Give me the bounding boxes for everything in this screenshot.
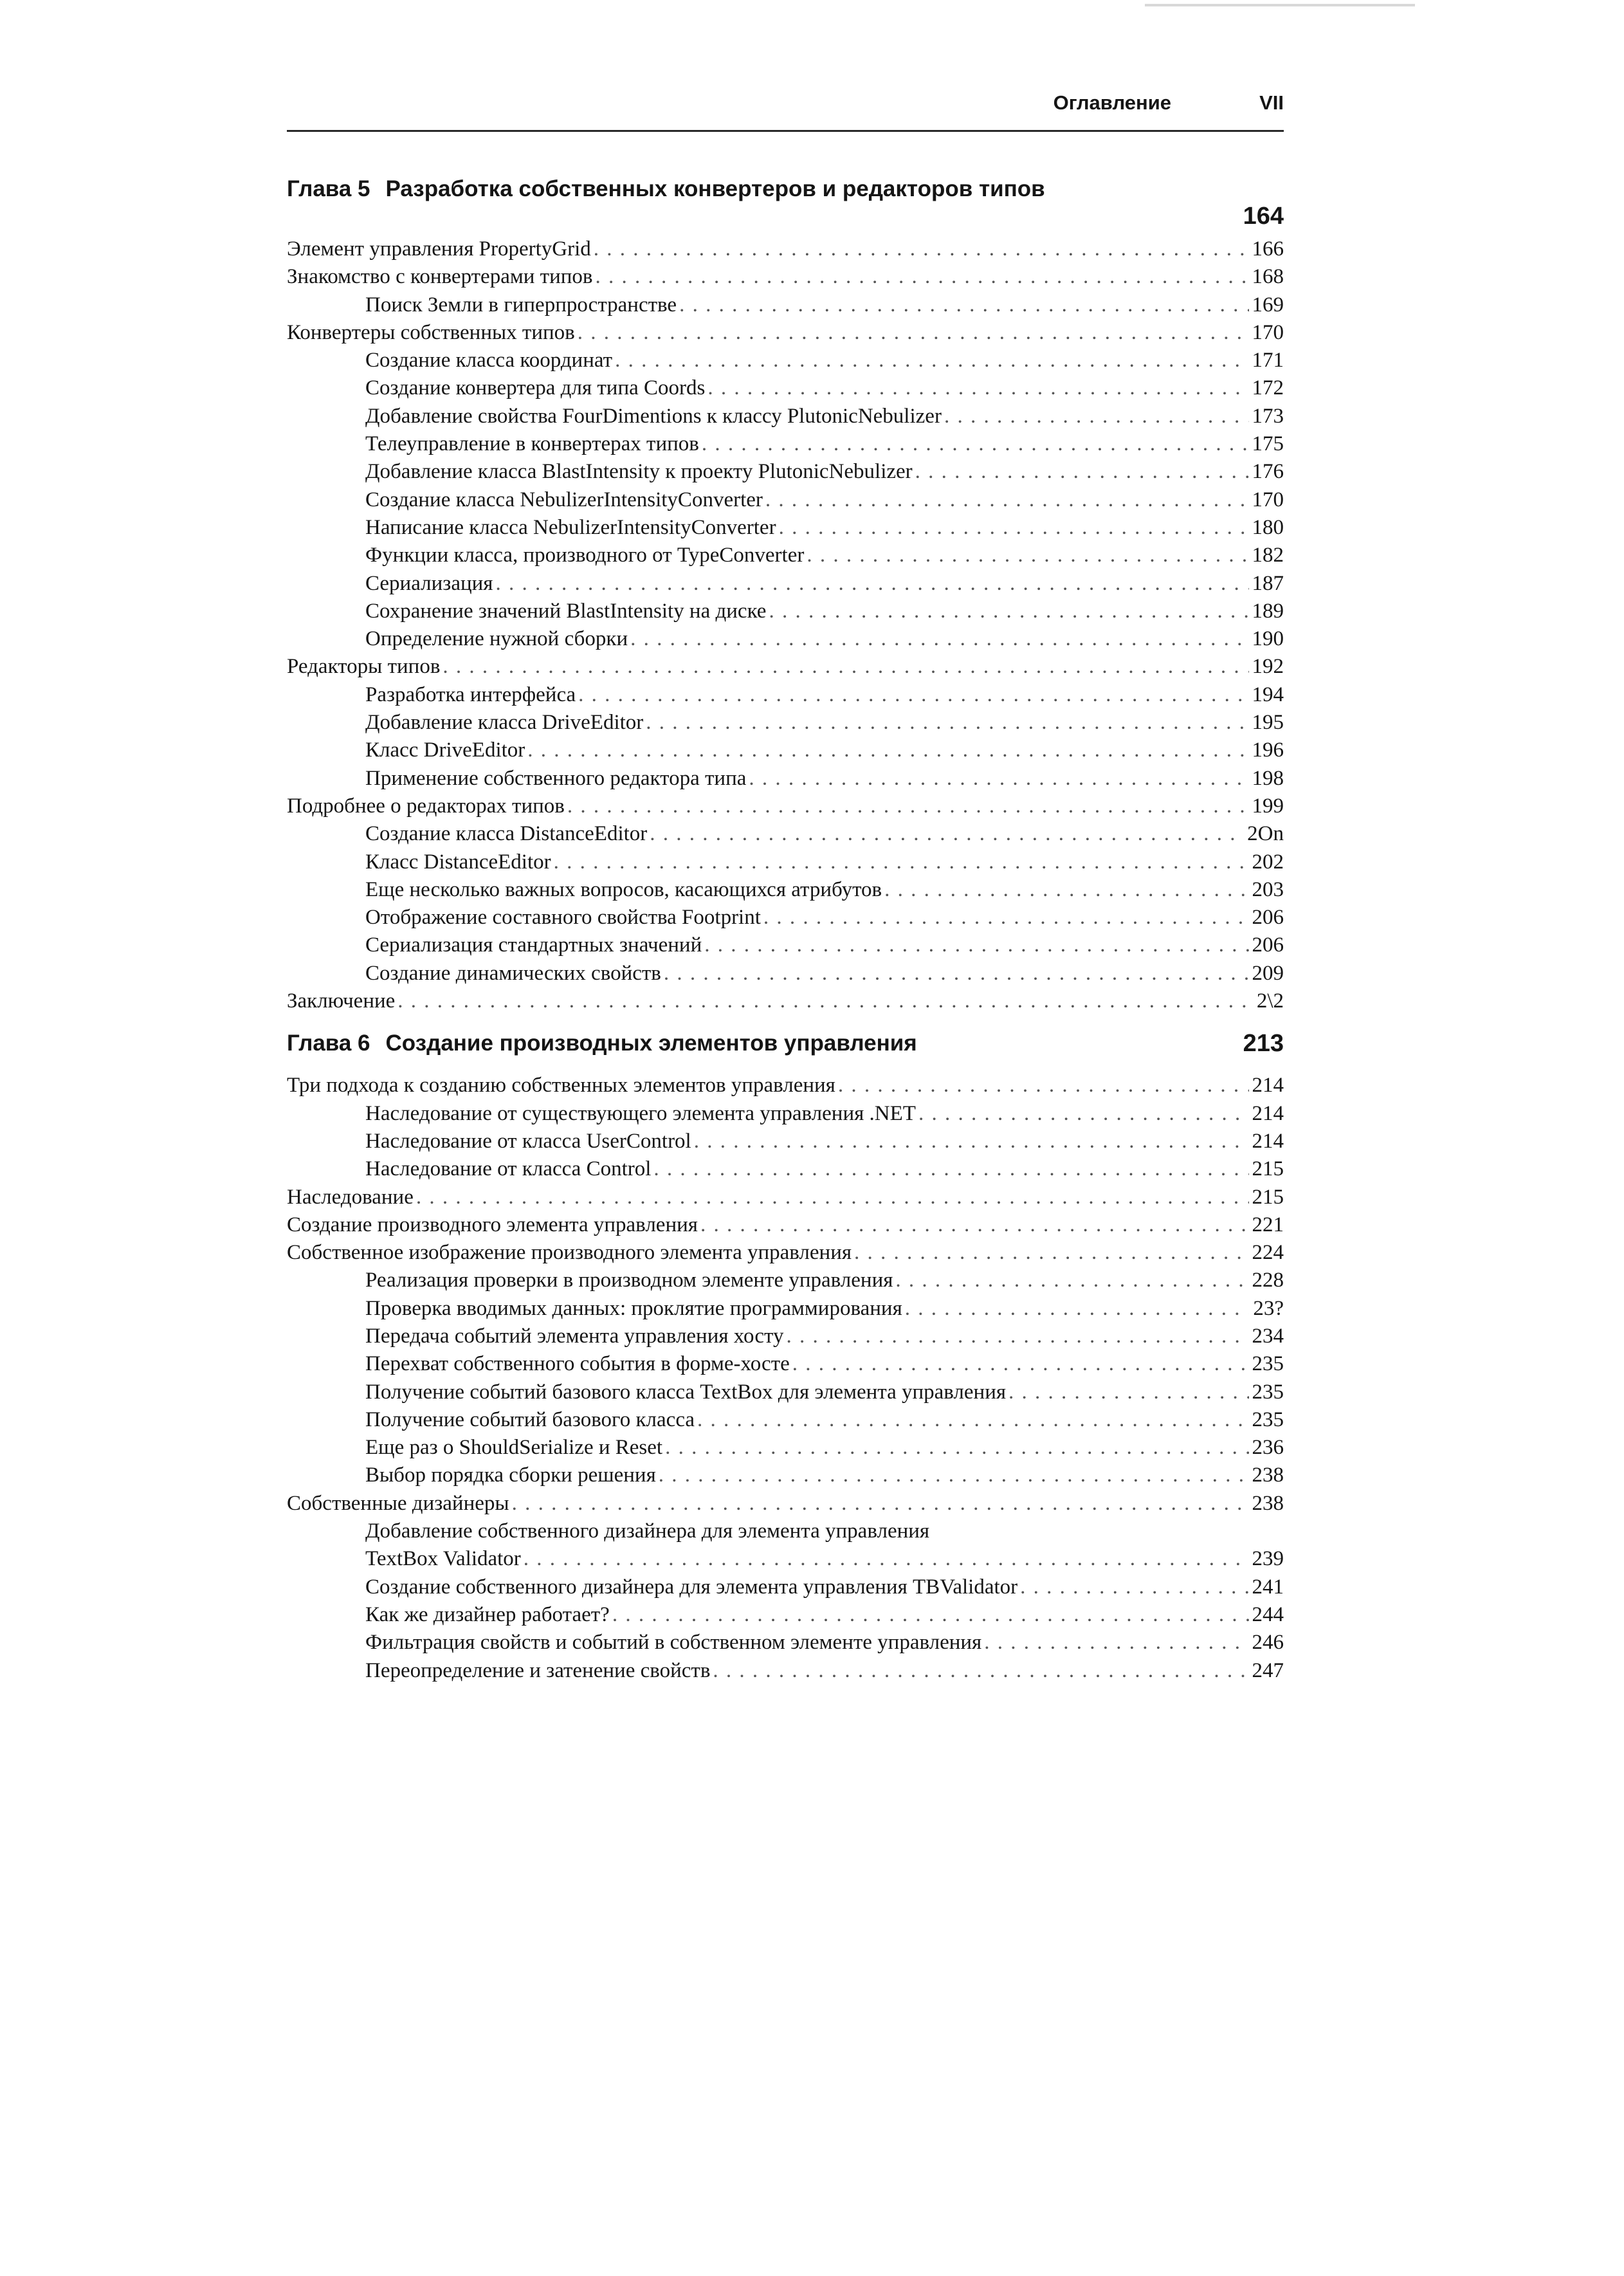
toc-entry[interactable] (287, 1350, 1284, 1378)
toc-entry-title: Отображение составного свойства Footprint (365, 906, 761, 930)
toc-entry-title: Перехват собственного события в форме-хосте (365, 1352, 790, 1376)
dot-leader (594, 235, 1249, 263)
toc-entry[interactable] (287, 514, 1284, 542)
toc-entry[interactable] (287, 904, 1284, 932)
toc-entry-page: 199 (1252, 794, 1284, 818)
toc-entry[interactable] (287, 1323, 1284, 1350)
dot-leader (646, 709, 1249, 737)
toc-entry[interactable] (287, 681, 1284, 709)
toc-entry-title: Как же дизайнер работает? (365, 1602, 610, 1626)
toc-entry[interactable] (287, 820, 1284, 848)
dot-leader (704, 932, 1249, 959)
toc-entry-title: Создание собственного дизайнера для элемента управления TBValidator (365, 1575, 1018, 1599)
toc-entry[interactable] (287, 1574, 1284, 1601)
toc-entry[interactable] (287, 263, 1284, 291)
toc-entry[interactable] (287, 1545, 1284, 1573)
toc-entry-title: Наследование от существующего элемента управления .NET (365, 1101, 916, 1125)
dot-leader (567, 793, 1249, 820)
dot-leader (397, 987, 1249, 1015)
toc-entry-title: Применение собственного редактора типа (365, 766, 747, 790)
toc-entry[interactable] (287, 1462, 1284, 1489)
table-of-contents (287, 175, 1284, 1685)
toc-entry-page: 241 (1252, 1575, 1284, 1599)
dot-leader (944, 403, 1249, 430)
toc-entry-page: 175 (1252, 432, 1284, 456)
toc-entry[interactable] (287, 1295, 1284, 1323)
toc-entry[interactable] (287, 374, 1284, 402)
toc-entry-title: Создание класса координат (365, 349, 613, 372)
dot-leader (416, 1184, 1249, 1211)
toc-entry-page: 169 (1252, 293, 1284, 317)
dot-leader (854, 1239, 1249, 1267)
toc-entry-page: 194 (1252, 683, 1284, 706)
toc-entry-title: Переопределение и затенение свойств (365, 1658, 711, 1682)
toc-entry[interactable] (287, 319, 1284, 347)
toc-entry-page: 206 (1252, 933, 1284, 957)
dot-leader (792, 1350, 1249, 1378)
toc-entry-page: 214 (1252, 1074, 1284, 1097)
toc-entry[interactable] (287, 486, 1284, 514)
toc-entry[interactable] (287, 458, 1284, 486)
dot-leader (779, 514, 1249, 542)
dot-leader (713, 1657, 1249, 1685)
toc-entry-page: 239 (1252, 1547, 1284, 1571)
toc-entry-title: Создание динамических свойств (365, 961, 661, 985)
dot-leader (665, 1434, 1249, 1462)
toc-entry-page: 170 (1252, 320, 1284, 344)
toc-entry[interactable] (287, 1184, 1284, 1211)
chapter-6-title: Создание производных элементов управления (385, 1031, 917, 1056)
chapter-6-heading[interactable] (287, 1029, 1284, 1058)
toc-entry-title: Поиск Земли в гиперпространстве (365, 293, 677, 317)
dot-leader (769, 598, 1249, 625)
dot-leader (915, 458, 1249, 486)
toc-entry-page: 235 (1252, 1352, 1284, 1376)
toc-entry-title: Наследование от класса Control (365, 1157, 652, 1181)
toc-entry-title: Создание класса NebulizerIntensityConverter (365, 488, 763, 511)
toc-entry-title: Знакомство с конвертерами типов (287, 265, 593, 289)
dot-leader (679, 291, 1249, 319)
toc-entry-page: 228 (1252, 1269, 1284, 1292)
toc-entry-title: Конвертеры собственных типов (287, 320, 575, 344)
dot-leader (700, 1211, 1249, 1239)
toc-entry-title: Редакторы типов (287, 655, 441, 679)
toc-entry-page: 189 (1252, 599, 1284, 623)
toc-entry-title: Добавление класса DriveEditor (365, 711, 644, 735)
toc-entry[interactable] (287, 1490, 1284, 1518)
toc-entry[interactable] (287, 598, 1284, 625)
toc-entry-page: 215 (1252, 1185, 1284, 1209)
toc-entry-title: Создание производного элемента управления (287, 1213, 698, 1236)
toc-entry-title: Элемент управления PropertyGrid (287, 237, 591, 261)
toc-entry[interactable] (287, 1601, 1284, 1629)
header-rule (287, 130, 1284, 132)
toc-entry[interactable] (287, 430, 1284, 458)
toc-entry-page: 203 (1252, 877, 1284, 901)
toc-entry[interactable] (287, 1629, 1284, 1657)
toc-entry-page: 173 (1252, 404, 1284, 428)
dot-leader (905, 1295, 1249, 1323)
toc-entry[interactable] (287, 849, 1284, 876)
dot-leader (615, 347, 1249, 374)
dot-leader (524, 1545, 1249, 1573)
chapter-5-page: 164 (1243, 203, 1284, 230)
toc-entry-page: 198 (1252, 766, 1284, 790)
dot-leader (595, 263, 1249, 291)
toc-entry[interactable] (287, 932, 1284, 959)
toc-entry-page: 192 (1252, 655, 1284, 679)
chapter-5-heading[interactable] (287, 175, 1284, 230)
toc-entry-title: Сериализация (365, 571, 493, 595)
toc-entry[interactable] (287, 737, 1284, 764)
toc-entry-page: 196 (1252, 739, 1284, 762)
toc-entry-page: 23? (1253, 1296, 1284, 1320)
running-head-page-number: VII (1259, 91, 1284, 114)
dot-leader (807, 542, 1249, 569)
chapter-6-page: 213 (1243, 1030, 1284, 1058)
toc-entry-page: 238 (1252, 1491, 1284, 1515)
toc-entry[interactable] (287, 1267, 1284, 1294)
toc-entry-page: 168 (1252, 265, 1284, 289)
toc-entry-page: 235 (1252, 1380, 1284, 1404)
toc-entry-title: Определение нужной сборки (365, 627, 628, 651)
toc-entry-title: Телеуправление в конвертерах типов (365, 432, 699, 456)
toc-entry[interactable] (287, 1239, 1284, 1267)
toc-entry-page: 215 (1252, 1157, 1284, 1181)
dot-leader (650, 820, 1245, 848)
dot-leader (749, 765, 1249, 793)
toc-entry-page: 224 (1252, 1241, 1284, 1265)
dot-leader (763, 904, 1249, 932)
toc-entry[interactable] (287, 1406, 1284, 1434)
dot-leader (884, 876, 1249, 904)
toc-entry[interactable] (287, 876, 1284, 904)
toc-entry-title: Наследование (287, 1185, 414, 1209)
toc-entry[interactable] (287, 1379, 1284, 1406)
toc-entry-title: Класс DistanceEditor (365, 850, 551, 874)
toc-entry-page: 2On (1247, 822, 1284, 846)
dot-leader (664, 960, 1249, 987)
chapter-6-entries (287, 1072, 1284, 1685)
toc-entry-page: 195 (1252, 711, 1284, 735)
toc-entry-title: Разработка интерфейса (365, 683, 576, 706)
toc-entry-title: Получение событий базового класса TextBox для элемента управления (365, 1380, 1007, 1404)
dot-leader (765, 486, 1249, 514)
dot-leader (442, 653, 1249, 681)
toc-entry-title: Передача событий элемента управления хосту (365, 1324, 784, 1348)
toc-entry-page: 176 (1252, 460, 1284, 484)
toc-entry-page: 182 (1252, 544, 1284, 567)
toc-entry-page: 221 (1252, 1213, 1284, 1236)
dot-leader (630, 625, 1249, 653)
chapter-5-label: Глава 5 (287, 176, 370, 201)
dot-leader (707, 374, 1249, 402)
toc-entry[interactable] (287, 625, 1284, 653)
dot-leader (554, 849, 1249, 876)
toc-entry[interactable] (287, 403, 1284, 430)
toc-entry[interactable] (287, 347, 1284, 374)
toc-entry-title: Сериализация стандартных значений (365, 933, 702, 957)
toc-entry-page: 235 (1252, 1408, 1284, 1431)
toc-entry-title: Сохранение значений BlastIntensity на диске (365, 599, 767, 623)
toc-entry-page: 238 (1252, 1464, 1284, 1487)
dot-leader (702, 430, 1249, 458)
toc-entry-title: Проверка вводимых данных: проклятие программирования (365, 1296, 902, 1320)
dot-leader (787, 1323, 1249, 1350)
toc-entry[interactable] (287, 1434, 1284, 1462)
toc-entry[interactable] (287, 793, 1284, 820)
toc-entry-page: 246 (1252, 1631, 1284, 1655)
toc-entry[interactable] (287, 235, 1284, 263)
toc-entry-page: 180 (1252, 515, 1284, 539)
chapter-6-label: Глава 6 (287, 1031, 370, 1056)
dot-leader (659, 1462, 1249, 1489)
toc-entry-title: Подробнее о редакторах типов (287, 794, 565, 818)
dot-leader (984, 1629, 1249, 1657)
toc-entry[interactable] (287, 1072, 1284, 1099)
dot-leader (653, 1155, 1249, 1183)
toc-entry-title: Создание конвертера для типа Coords (365, 376, 706, 400)
toc-entry-page: 209 (1252, 961, 1284, 985)
toc-entry-title: Собственное изображение производного элемента управления (287, 1241, 852, 1265)
toc-entry-page: 187 (1252, 571, 1284, 595)
dot-leader (1020, 1574, 1249, 1601)
toc-entry[interactable] (287, 653, 1284, 681)
toc-entry-title: Добавление класса BlastIntensity к проекту PlutonicNebulizer (365, 460, 913, 484)
dot-leader (838, 1072, 1249, 1099)
dot-leader (918, 1100, 1249, 1128)
toc-entry[interactable] (287, 291, 1284, 319)
toc-entry[interactable] (287, 709, 1284, 737)
dot-leader (527, 737, 1249, 764)
toc-entry[interactable] (287, 570, 1284, 598)
toc-entry-title: Функции класса, производного от TypeConverter (365, 544, 805, 567)
toc-entry-title: TextBox Validator (365, 1547, 521, 1571)
toc-entry-title: Наследование от класса UserControl (365, 1129, 691, 1153)
dot-leader (578, 681, 1249, 709)
running-head-title: Оглавление (1053, 91, 1171, 114)
scan-artifact (1145, 4, 1415, 6)
toc-entry-page: 236 (1252, 1436, 1284, 1460)
toc-entry-page: 170 (1252, 488, 1284, 511)
toc-entry-page: 206 (1252, 906, 1284, 930)
toc-entry-title: Собственные дизайнеры (287, 1491, 509, 1515)
toc-entry-page: 2\2 (1256, 989, 1284, 1013)
toc-entry-page: 247 (1252, 1658, 1284, 1682)
toc-entry[interactable] (287, 1657, 1284, 1685)
dot-leader (612, 1601, 1249, 1629)
dot-leader (578, 319, 1249, 347)
toc-entry-title: Выбор порядка сборки решения (365, 1464, 656, 1487)
toc-entry-page: 234 (1252, 1324, 1284, 1348)
running-head (287, 91, 1284, 117)
toc-entry[interactable] (287, 542, 1284, 569)
chapter-5-title: Разработка собственных конвертеров и редакторов типов (385, 176, 1045, 201)
toc-entry-title: Написание класса NebulizerIntensityConverter (365, 515, 776, 539)
toc-entry-page: 171 (1252, 349, 1284, 372)
dot-leader (512, 1490, 1249, 1518)
toc-entry-page: 166 (1252, 237, 1284, 261)
toc-entry-title: Добавление собственного дизайнера для элемента управления (365, 1519, 930, 1543)
dot-leader (1008, 1379, 1249, 1406)
toc-entry-title: Реализация проверки в производном элементе управления (365, 1269, 893, 1292)
toc-entry-page: 202 (1252, 850, 1284, 874)
toc-entry-page: 244 (1252, 1602, 1284, 1626)
toc-entry[interactable] (287, 765, 1284, 793)
chapter-5-entries (287, 235, 1284, 1015)
toc-entry[interactable] (287, 1100, 1284, 1128)
dot-leader (697, 1406, 1249, 1434)
dot-leader (895, 1267, 1249, 1294)
toc-entry-title: Еще несколько важных вопросов, касающихся атрибутов (365, 877, 882, 901)
toc-entry[interactable] (287, 987, 1284, 1015)
toc-entry[interactable] (287, 1128, 1284, 1155)
toc-entry-title: Создание класса DistanceEditor (365, 822, 648, 846)
toc-entry-title: Класс DriveEditor (365, 739, 525, 762)
dot-leader (694, 1128, 1249, 1155)
toc-entry-title: Добавление свойства FourDimentions к классу PlutonicNebulizer (365, 404, 942, 428)
toc-entry[interactable] (287, 1211, 1284, 1239)
toc-entry-title: Заключение (287, 989, 396, 1013)
toc-entry-page: 214 (1252, 1101, 1284, 1125)
toc-entry-title: Три подхода к созданию собственных элементов управления (287, 1074, 835, 1097)
toc-entry[interactable] (287, 960, 1284, 987)
toc-entry-title: Еще раз о ShouldSerialize и Reset (365, 1436, 663, 1460)
toc-entry-title: Получение событий базового класса (365, 1408, 695, 1431)
toc-entry[interactable] (287, 1518, 1284, 1545)
toc-entry-page: 172 (1252, 376, 1284, 400)
dot-leader (495, 570, 1249, 598)
toc-entry-page: 214 (1252, 1129, 1284, 1153)
toc-entry-page: 190 (1252, 627, 1284, 651)
toc-entry-title: Фильтрация свойств и событий в собственном элементе управления (365, 1631, 982, 1655)
toc-entry[interactable] (287, 1155, 1284, 1183)
